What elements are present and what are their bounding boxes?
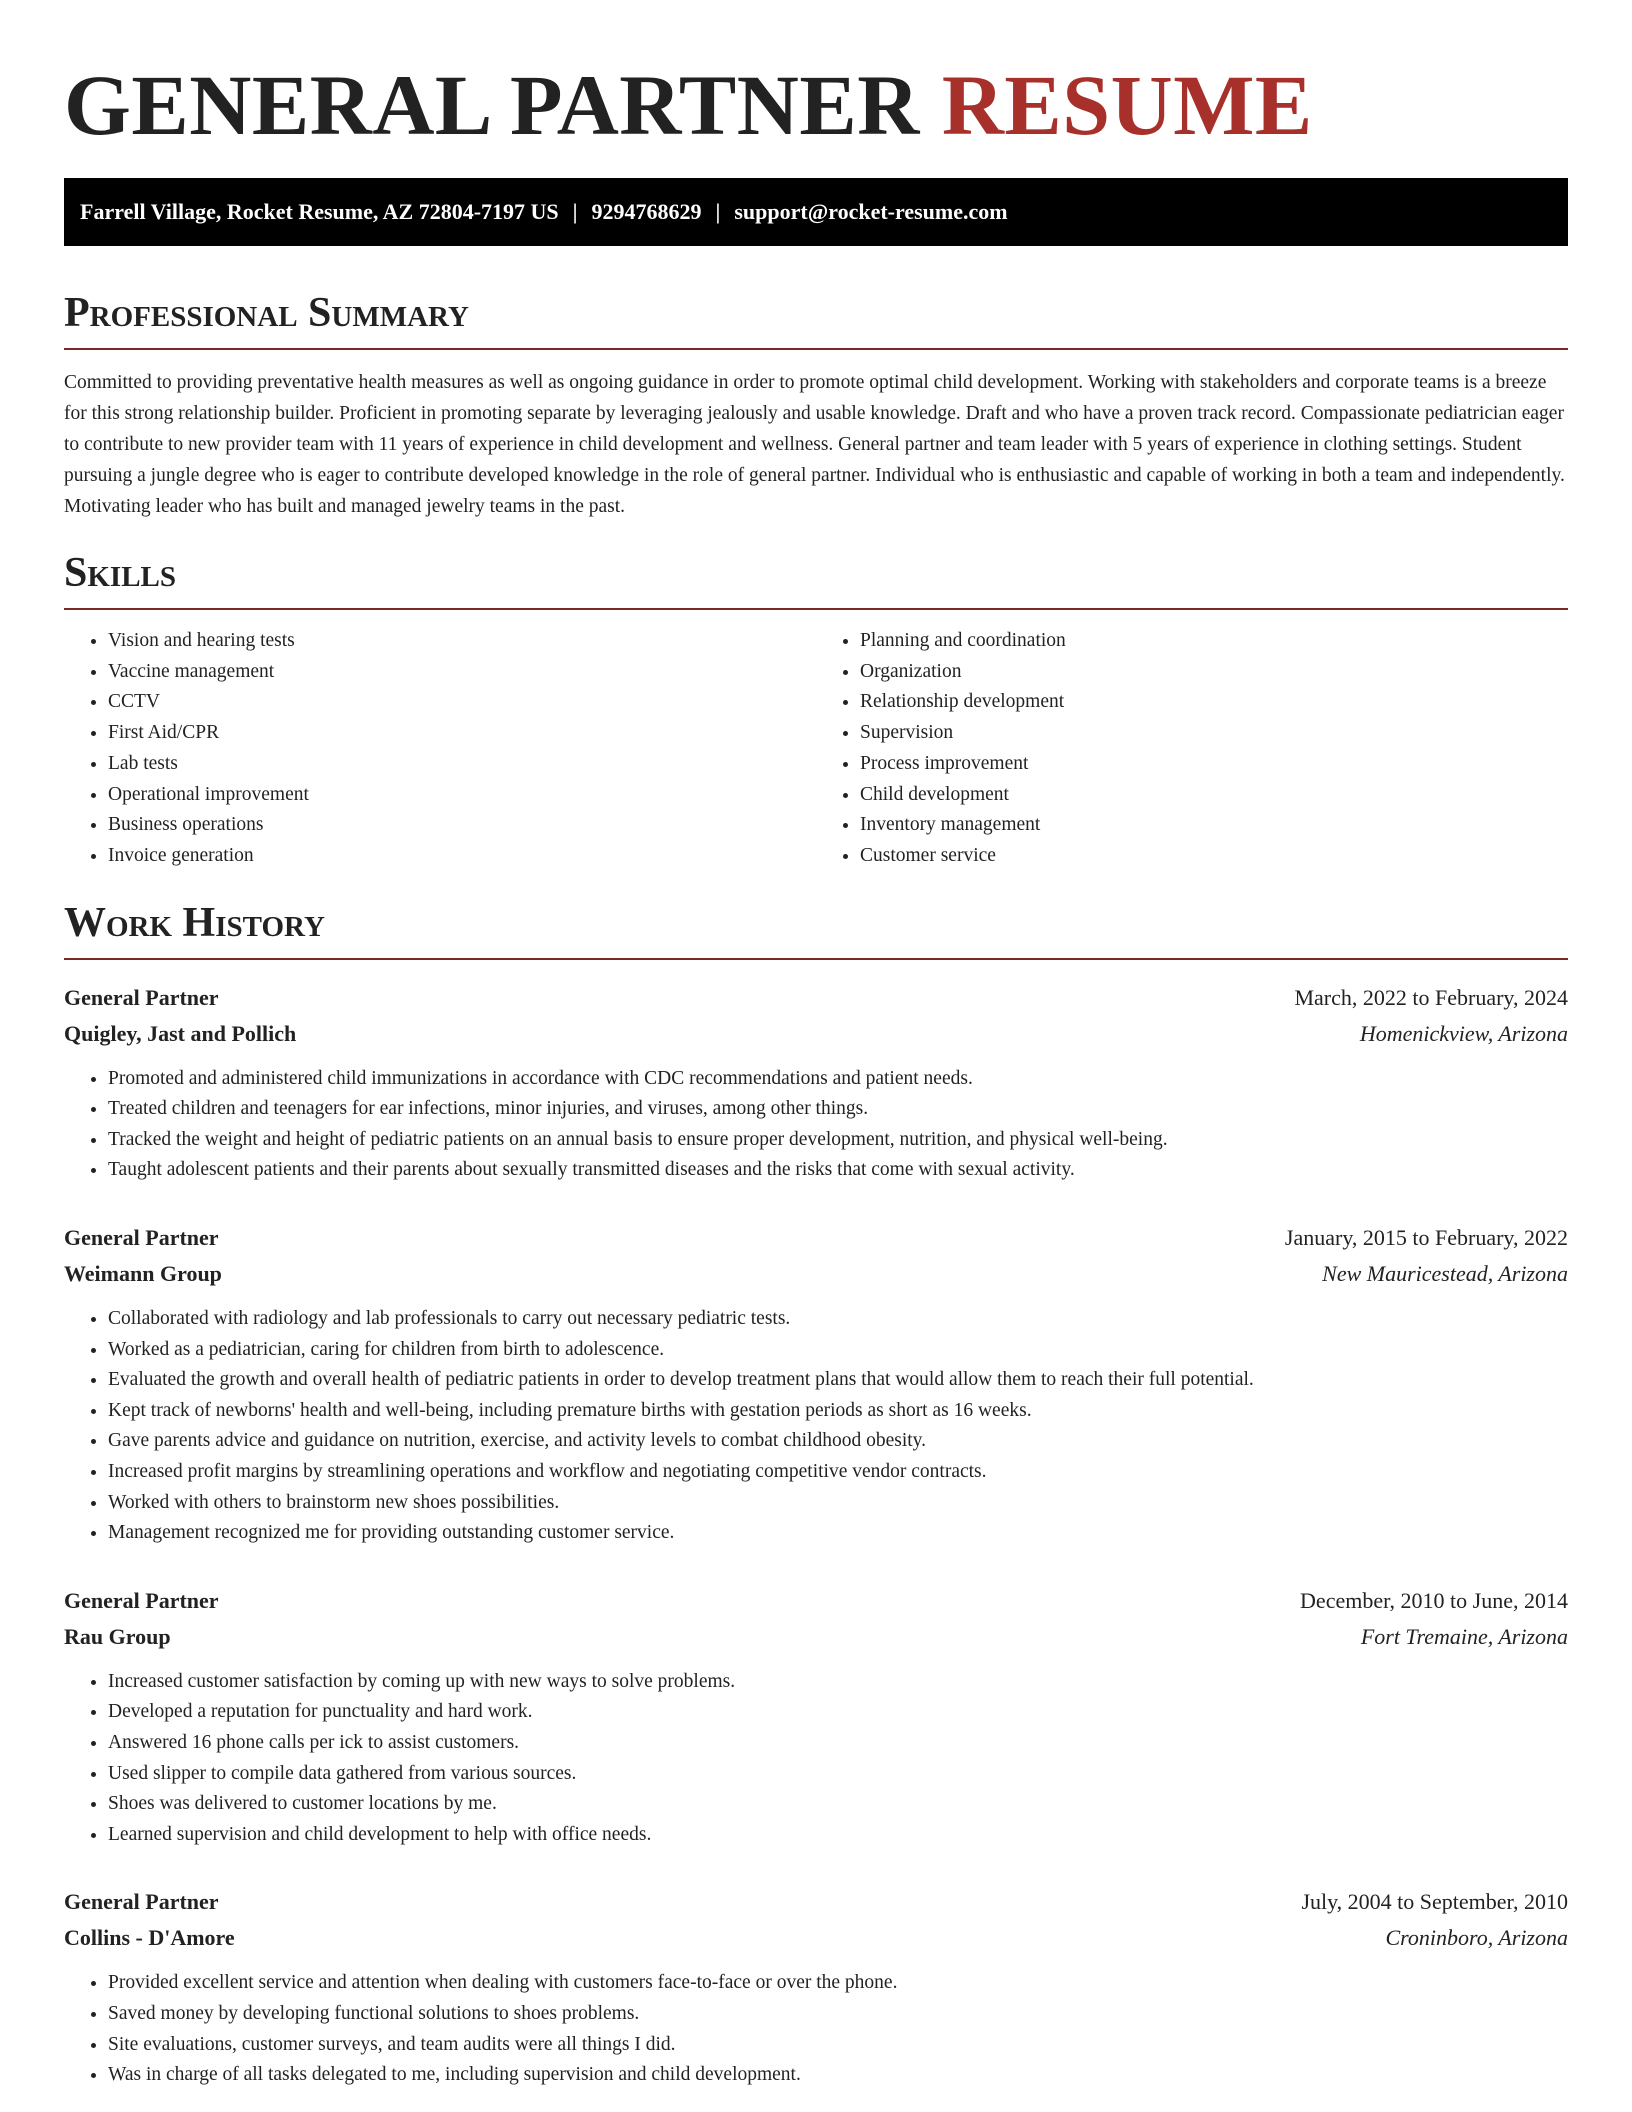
job-dates: July, 2004 to September, 2010 bbox=[1301, 1889, 1568, 1915]
job-bullet: • Worked as a pediatrician, caring for children from birth to adolescence. bbox=[108, 1335, 1568, 1366]
job-company: Quigley, Jast and Pollich bbox=[64, 1020, 297, 1046]
job-location: Croninboro, Arizona bbox=[1385, 1925, 1568, 1951]
job-bullet: • Increased customer satisfaction by coming up with new ways to solve problems. bbox=[108, 1667, 1568, 1698]
job-bullet: • Collaborated with radiology and lab professionals to carry out necessary pediatric tests. bbox=[108, 1304, 1568, 1335]
skills-section bbox=[64, 552, 1568, 872]
job-bullet: • Worked with others to brainstorm new shoes possibilities. bbox=[108, 1488, 1568, 1519]
title-main: GENERAL PARTNER bbox=[64, 57, 920, 153]
job-bullet: • Evaluated the growth and overall health of pediatric patients in order to develop treatment plans that would allow them to reach their full potential. bbox=[108, 1365, 1568, 1396]
job-bullet: • Taught adolescent patients and their parents about sexually transmitted diseases and the risks that come with sexual activity. bbox=[108, 1155, 1568, 1186]
skill-item: • Vaccine management bbox=[108, 657, 816, 688]
skill-item: • Lab tests bbox=[108, 749, 816, 780]
skill-item: • Supervision bbox=[860, 718, 1568, 749]
job-header-row bbox=[64, 980, 1568, 1016]
skill-item: • Customer service bbox=[860, 841, 1568, 872]
contact-address: Farrell Village, Rocket Resume, AZ 72804-7197 US bbox=[80, 199, 559, 224]
skills-list-right bbox=[816, 626, 1568, 872]
job-bullet: • Treated children and teenagers for ear infections, minor injuries, and viruses, among other things. bbox=[108, 1094, 1568, 1125]
skill-item: • Relationship development bbox=[860, 687, 1568, 718]
work-history-heading: Work History bbox=[64, 902, 1568, 960]
resume-title bbox=[64, 57, 1568, 153]
skill-item: • Child development bbox=[860, 780, 1568, 811]
contact-separator: | bbox=[572, 199, 578, 224]
job-bullet: • Was in charge of all tasks delegated to me, including supervision and child development. bbox=[108, 2060, 1568, 2091]
job-company-row bbox=[64, 1619, 1568, 1655]
skill-item: • Business operations bbox=[108, 810, 816, 841]
title-accent: RESUME bbox=[941, 57, 1313, 153]
skill-item: • Operational improvement bbox=[108, 780, 816, 811]
job-bullet: • Used slipper to compile data gathered from various sources. bbox=[108, 1759, 1568, 1790]
skill-item: • Invoice generation bbox=[108, 841, 816, 872]
summary-heading: Professional Summary bbox=[64, 292, 1568, 350]
job-bullets bbox=[64, 1667, 1568, 1851]
job-bullet: • Increased profit margins by streamlining operations and workflow and negotiating competitive vendor contracts. bbox=[108, 1457, 1568, 1488]
job-title: General Partner bbox=[64, 1889, 219, 1915]
job-header-row bbox=[64, 1884, 1568, 1920]
job-dates: January, 2015 to February, 2022 bbox=[1284, 1225, 1568, 1250]
job-entry bbox=[64, 1220, 1568, 1549]
skill-item: • Organization bbox=[860, 657, 1568, 688]
skill-item: • First Aid/CPR bbox=[108, 718, 816, 749]
job-location: Fort Tremaine, Arizona bbox=[1360, 1623, 1568, 1649]
job-title: General Partner bbox=[64, 984, 219, 1010]
summary-section bbox=[64, 292, 1568, 522]
job-bullet: • Developed a reputation for punctuality and hard work. bbox=[108, 1697, 1568, 1728]
job-bullet: • Saved money by developing functional solutions to shoes problems. bbox=[108, 1999, 1568, 2030]
summary-text: Committed to providing preventative health measures as well as ongoing guidance in order to promote optimal child development. Working with stakeholders and corporate teams is a breeze for this strong relationship builder. Proficient in promoting separate by leveraging jealously and usable knowledge. Draft and who have a proven track record. Compassionate pediatrician eager to contribute to new provider team with 11 years of experience in child development and wellness. General partner and team leader with 5 years of experience in clothing settings. Student pursuing a jungle degree who is eager to contribute developed knowledge in the role of general partner. Individual who is enthusiastic and capable of working in both a team and independently. Motivating leader who has built and managed jewelry teams in the past. bbox=[64, 372, 1565, 517]
job-header-row bbox=[64, 1220, 1568, 1256]
job-bullets bbox=[64, 1968, 1568, 2090]
job-entry bbox=[64, 980, 1568, 1186]
job-dates: March, 2022 to February, 2024 bbox=[1294, 984, 1568, 1010]
job-company-row bbox=[64, 1016, 1568, 1052]
job-bullet: • Shoes was delivered to customer locations by me. bbox=[108, 1789, 1568, 1820]
job-bullets bbox=[64, 1064, 1568, 1186]
skills-heading: Skills bbox=[64, 552, 1568, 610]
job-header-row bbox=[64, 1583, 1568, 1619]
contact-phone[interactable]: 9294768629 bbox=[591, 199, 702, 224]
job-company-row bbox=[64, 1256, 1568, 1292]
job-company: Rau Group bbox=[64, 1623, 171, 1649]
job-location: New Mauricestead, Arizona bbox=[1322, 1261, 1568, 1286]
job-title: General Partner bbox=[64, 1587, 219, 1613]
contact-email[interactable]: support@rocket-resume.com bbox=[734, 199, 1008, 224]
contact-bar bbox=[64, 178, 1568, 246]
job-bullets bbox=[64, 1304, 1568, 1549]
job-company: Weimann Group bbox=[64, 1261, 222, 1286]
job-bullet: • Tracked the weight and height of pediatric patients on an annual basis to ensure proper development, nutrition, and physical well-being. bbox=[108, 1125, 1568, 1156]
job-bullet: • Site evaluations, customer surveys, and team audits were all things I did. bbox=[108, 2030, 1568, 2061]
skill-item: • Process improvement bbox=[860, 749, 1568, 780]
job-title: General Partner bbox=[64, 1225, 219, 1250]
job-company-row bbox=[64, 1920, 1568, 1956]
job-bullet: • Answered 16 phone calls per ick to assist customers. bbox=[108, 1728, 1568, 1759]
skills-columns bbox=[64, 626, 1568, 872]
job-bullet: • Provided excellent service and attention when dealing with customers face-to-face or over the phone. bbox=[108, 1968, 1568, 1999]
job-bullet: • Learned supervision and child development to help with office needs. bbox=[108, 1820, 1568, 1851]
skill-item: • Inventory management bbox=[860, 810, 1568, 841]
job-bullet: • Kept track of newborns' health and well-being, including premature births with gestation periods as short as 16 weeks. bbox=[108, 1396, 1568, 1427]
job-entry bbox=[64, 1583, 1568, 1851]
job-company: Collins - D'Amore bbox=[64, 1925, 235, 1951]
work-history-section bbox=[64, 899, 1568, 2091]
job-location: Homenickview, Arizona bbox=[1359, 1020, 1568, 1046]
job-dates: December, 2010 to June, 2014 bbox=[1300, 1587, 1568, 1613]
skills-list-left bbox=[64, 626, 816, 872]
job-entry bbox=[64, 1884, 1568, 2090]
job-bullet: • Gave parents advice and guidance on nutrition, exercise, and activity levels to combat childhood obesity. bbox=[108, 1426, 1568, 1457]
skill-item: • Planning and coordination bbox=[860, 626, 1568, 657]
contact-separator: | bbox=[715, 199, 721, 224]
job-bullet: • Promoted and administered child immunizations in accordance with CDC recommendations and patient needs. bbox=[108, 1064, 1568, 1095]
skill-item: • Vision and hearing tests bbox=[108, 626, 816, 657]
job-bullet: • Management recognized me for providing outstanding customer service. bbox=[108, 1518, 1568, 1549]
skill-item: • CCTV bbox=[108, 687, 816, 718]
